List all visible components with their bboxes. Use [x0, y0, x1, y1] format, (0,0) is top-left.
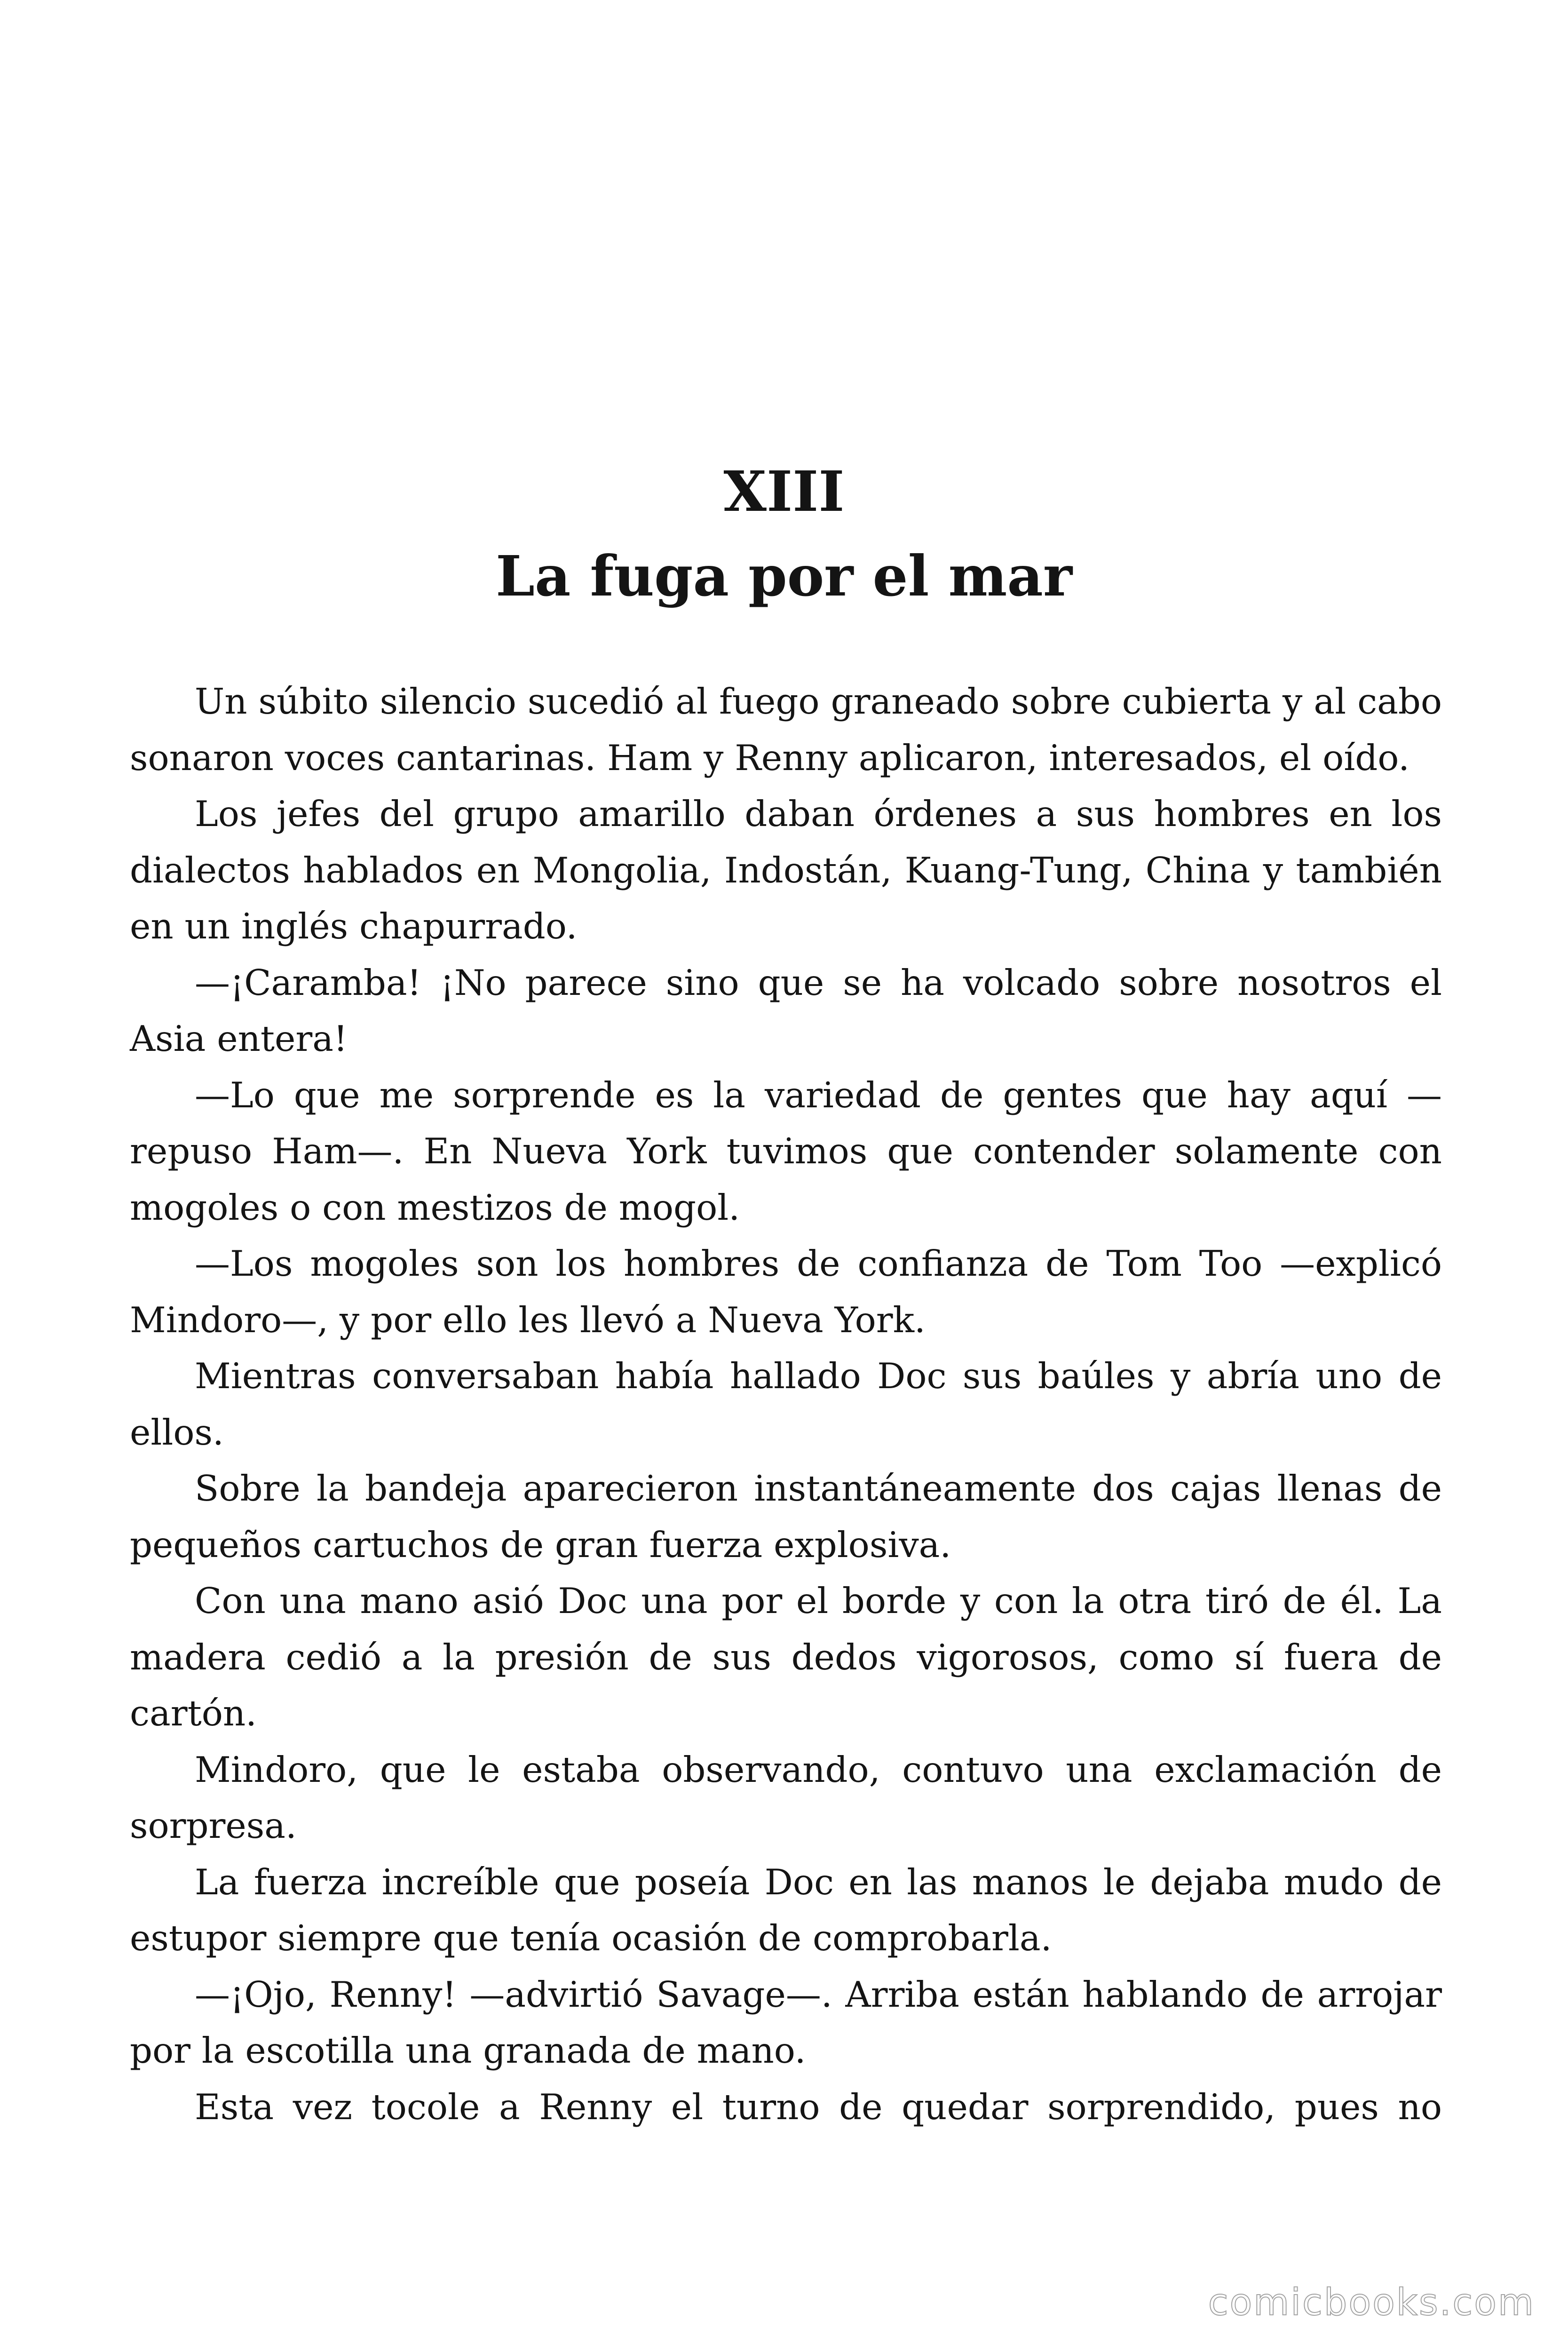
paragraph: Mindoro, que le estaba observando, contuvo una exclamación de sorpresa. — [130, 1748, 1442, 1846]
paragraph: Sobre la bandeja aparecieron instantáneamente dos cajas llenas de pequeños cartuchos de gran fuerza explosiva. — [130, 1468, 1442, 1565]
chapter-body — [130, 674, 1442, 2135]
paragraph: —¡Ojo, Renny! —advirtió Savage—. Arriba están hablando de arrojar por la escotilla una granada de mano. — [130, 1973, 1442, 2071]
paragraph: Mientras conversaban había hallado Doc sus baúles y abría uno de ellos. — [130, 1355, 1442, 1453]
paragraph: Los jefes del grupo amarillo daban órdenes a sus hombres en los dialectos hablados en Mongolia, Indostán, Kuang-Tung, China y también en un inglés chapurrado. — [130, 793, 1442, 947]
chapter-heading — [0, 452, 1568, 621]
chapter-title: La fuga por el mar — [495, 543, 1073, 609]
paragraph: —Los mogoles son los hombres de confianza de Tom Too —explicó Mindoro—, y por ello les llevó a Nueva York. — [130, 1243, 1442, 1341]
paragraph: Un súbito silencio sucedió al fuego graneado sobre cubierta y al cabo sonaron voces cantarinas. Ham y Renny aplicaron, interesados, el oído. — [130, 681, 1442, 779]
paragraph: La fuerza increíble que poseía Doc en las manos le dejaba mudo de estupor siempre que tenía ocasión de comprobarla. — [130, 1861, 1442, 1959]
paragraph: —¡Caramba! ¡No parece sino que se ha volcado sobre nosotros el Asia entera! — [130, 961, 1442, 1059]
paragraph: —Lo que me sorprende es la variedad de gentes que hay aquí —repuso Ham—. En Nueva York tuvimos que contender solamente con mogoles o con mestizos de mogol. — [130, 1074, 1442, 1228]
watermark: comicbooks.com — [1208, 2281, 1535, 2324]
paragraph-last: Esta vez tocole a Renny el turno de quedar sorprendido, pues no — [195, 2086, 1442, 2128]
paragraph: Con una mano asió Doc una por el borde y con la otra tiró de él. La madera cedió a la presión de sus dedos vigorosos, como sí fuera de cartón. — [130, 1580, 1442, 1734]
chapter-number: XIII — [723, 459, 845, 524]
